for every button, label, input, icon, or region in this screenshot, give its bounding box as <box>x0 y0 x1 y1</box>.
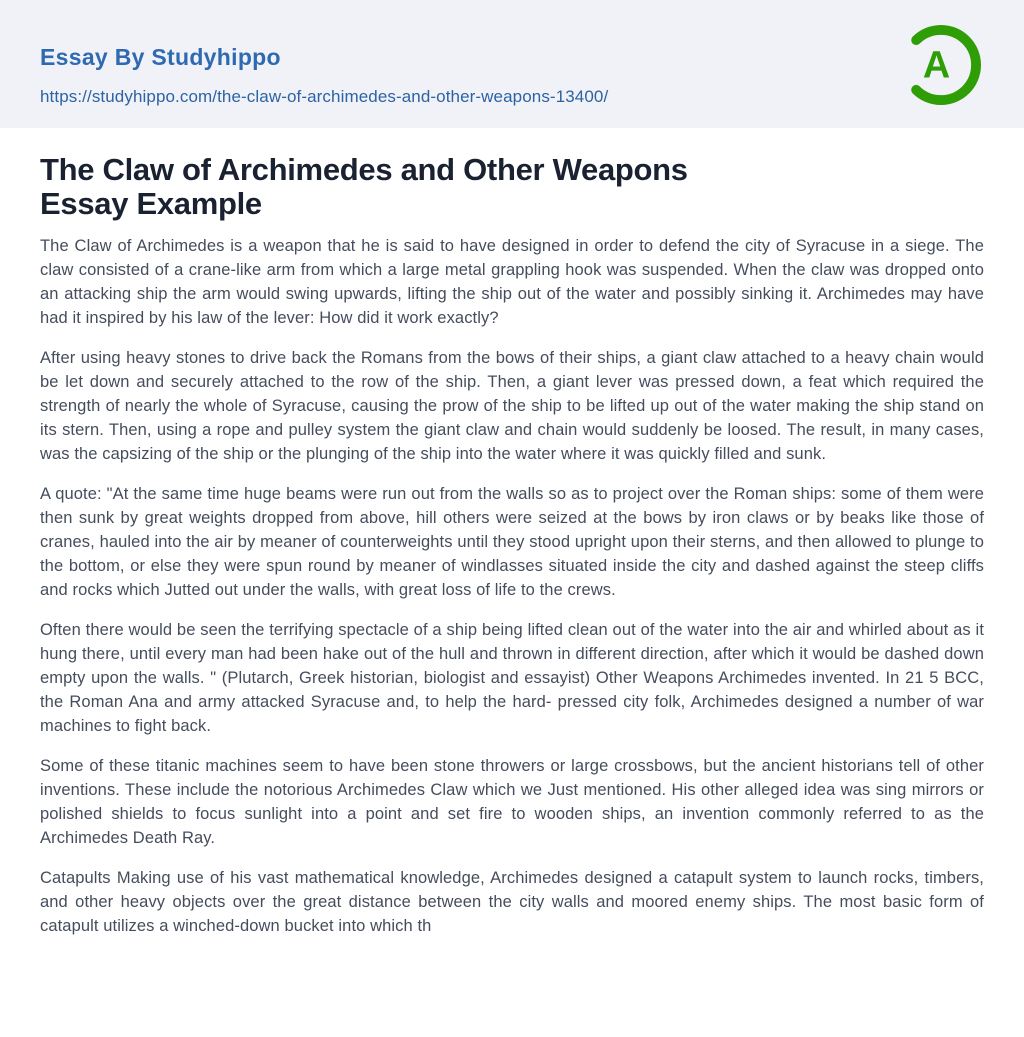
essay-paragraph-2: After using heavy stones to drive back the Romans from the bows of their ships, a giant claw attached to a heavy chain would be let down and securely attached to the row of the ship. Then, a giant lever was pressed down, a feat which required the strength of nearly the whole of Syracuse, causing the prow of the ship to be lifted up out of the water making the ship stand on its stern. Then, using a rope and pulley system the giant claw and chain would suddenly be loosed. The result, in many cases, was the capsizing of the ship or the plunging of the ship into the water where it was quickly filled and sunk. <box>40 349 984 463</box>
page-title <box>40 153 984 221</box>
page-title-line1: The Claw of Archimedes and Other Weapons <box>40 152 688 187</box>
studyhippo-logo[interactable] <box>896 19 986 111</box>
essay-paragraph-4: Often there would be seen the terrifying spectacle of a ship being lifted clean out of the water into the air and whirled about as it hung there, until every man had been hake out of the hull and thrown in different direction, after which it would be dashed down empty upon the walls. " (Plutarch, Greek historian, biologist and essayist) Other Weapons Archimedes invented. In 21 5 BCC, the Roman Ana and army attacked Syracuse and, to help the hard- pressed city folk, Archimedes designed a number of war machines to fight back. <box>40 621 984 735</box>
essay-body <box>40 234 984 938</box>
essay-byline: Essay By Studyhippo <box>40 44 281 70</box>
header-band <box>0 0 1024 128</box>
essay-source-url[interactable]: https://studyhippo.com/the-claw-of-archimedes-and-other-weapons-13400/ <box>40 87 609 106</box>
page-title-line2: Essay Example <box>40 186 262 221</box>
logo-ring-icon <box>896 19 986 111</box>
essay-paragraph-5: Some of these titanic machines seem to have been stone throwers or large crossbows, but the ancient historians tell of other inventions. These include the notorious Archimedes Claw which we Just mentioned. His other alleged idea was sing mirrors or polished shields to focus sunlight into a point and set fire to wooden ships, an invention commonly referred to as the Archimedes Death Ray. <box>40 757 984 847</box>
essay-paragraph-6: Catapults Making use of his vast mathematical knowledge, Archimedes designed a catapult system to launch rocks, timbers, and other heavy objects over the great distance between the city walls and moored enemy ships. The most basic form of catapult utilizes a winched-down bucket into which th <box>40 869 984 935</box>
essay-content <box>0 128 1024 938</box>
essay-paragraph-3: A quote: "At the same time huge beams were run out from the walls so as to project over the Roman ships: some of them were then sunk by great weights dropped from above, hill others were seized at the bows by iron claws or by beaks like those of cranes, hauled into the air by meaner of counterweights until they stood upright upon their sterns, and then allowed to plunge to the bottom, or else they were spun round by meaner of windlasses situated inside the city and dashed against the steep cliffs and rocks which Jutted out under the walls, with great loss of life to the crews. <box>40 485 984 599</box>
logo-letter: A <box>922 44 951 87</box>
essay-paragraph-1: The Claw of Archimedes is a weapon that he is said to have designed in order to defend the city of Syracuse in a siege. The claw consisted of a crane-like arm from which a large metal grappling hook was suspended. When the claw was dropped onto an attacking ship the arm would swing upwards, lifting the ship out of the water and possibly sinking it. Archimedes may have had it inspired by his law of the lever: How did it work exactly? <box>40 237 984 327</box>
